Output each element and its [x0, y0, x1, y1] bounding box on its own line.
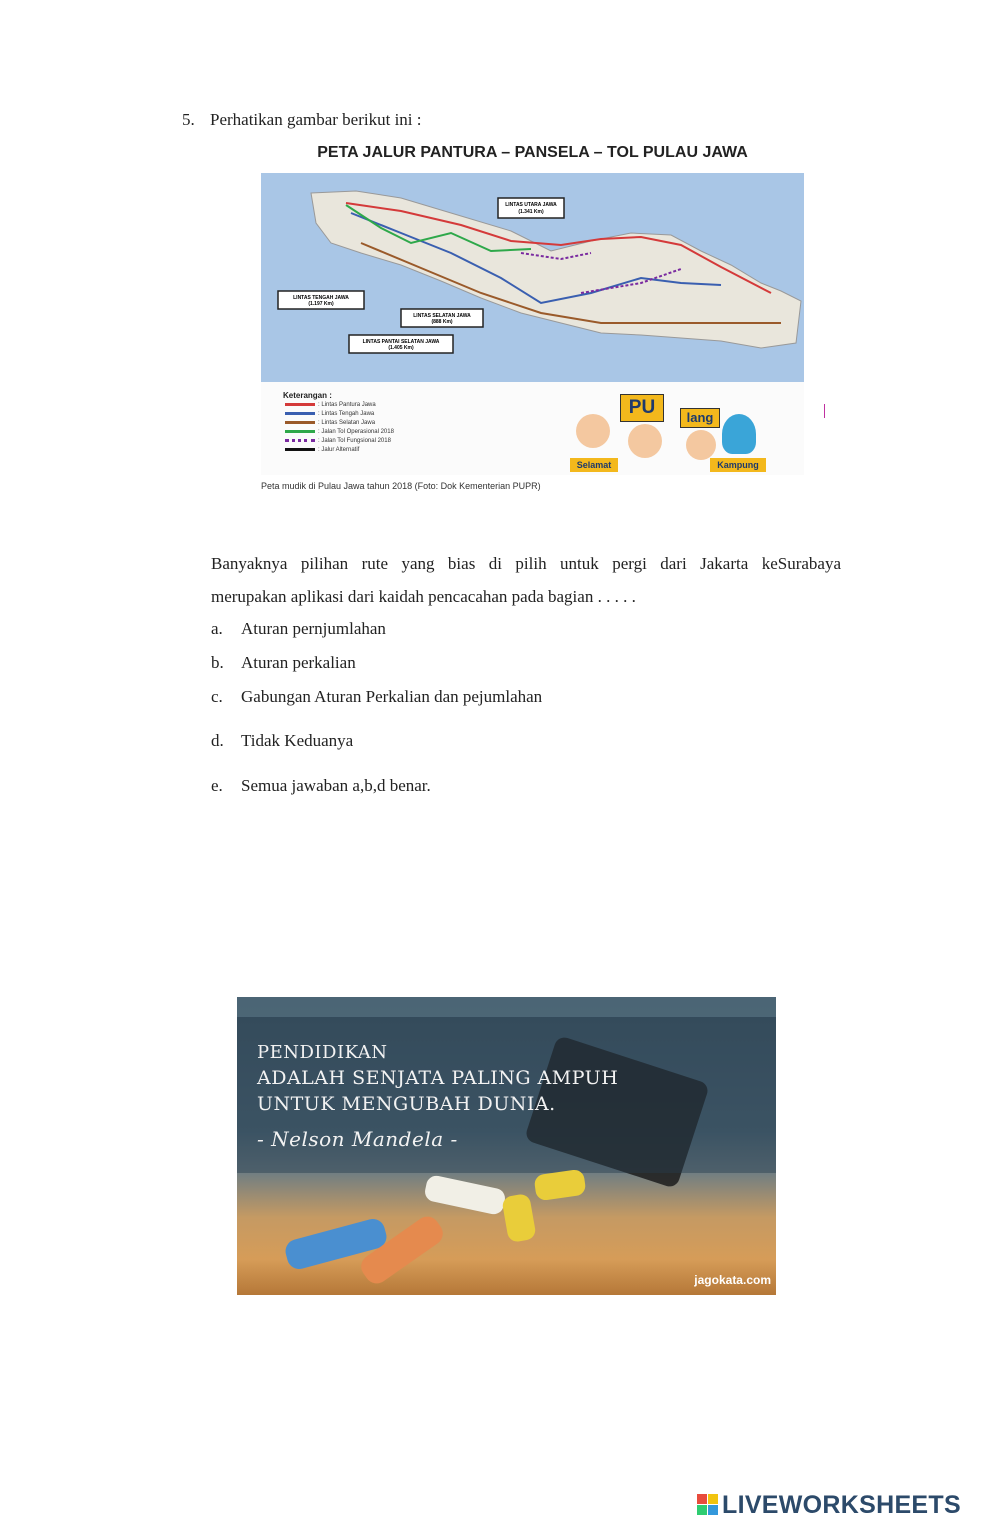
box-lintas-utara-km: (1.341 Km) [518, 209, 544, 215]
pu-logo-right: Kampung [710, 458, 766, 472]
quote-author: - Nelson Mandela - [257, 1127, 458, 1151]
option-e[interactable] [211, 776, 431, 796]
legend-label: : Lintas Pantura Jawa [318, 402, 376, 408]
liveworksheets-logo-icon [697, 1494, 719, 1516]
legend-label: : Jalan Tol Fungsional 2018 [318, 438, 391, 444]
legend-item [285, 438, 391, 444]
box-lintas-utara [498, 198, 564, 218]
brand-text: LIVEWORKSHEETS [722, 1491, 961, 1519]
map-caption: Peta mudik di Pulau Jawa tahun 2018 (Foto: Dok Kementerian PUPR) [261, 481, 541, 491]
character-right-icon [686, 430, 716, 460]
quote-line-2: ADALAH SENJATA PALING AMPUH [257, 1067, 619, 1089]
legend-label: : Lintas Tengah Jawa [318, 411, 375, 417]
option-a[interactable] [211, 619, 386, 639]
quote-line-1: PENDIDIKAN [257, 1042, 388, 1063]
box-lintas-utara-label: LINTAS UTARA JAWA [505, 202, 557, 208]
pu-logo-text: PU [620, 394, 664, 422]
stem-line-1: Banyaknya pilihan rute yang bias di pilih untuk pergi dari Jakarta keSurabaya [211, 554, 841, 573]
legend-item [285, 411, 374, 417]
chalk-yellow-small [533, 1169, 586, 1202]
character-center-icon [628, 424, 662, 458]
legend-swatch [285, 430, 315, 433]
quote-watermark: jagokata.com [694, 1273, 771, 1287]
legend-item [285, 402, 376, 408]
magenta-tick [824, 404, 825, 418]
option-letter: a. [211, 619, 223, 638]
box-lintas-tengah-label: LINTAS TENGAH JAWA [293, 295, 349, 301]
box-lintas-selatan-km: (888 Km) [431, 319, 453, 325]
box-lintas-pantai-km: (1.405 Km) [388, 345, 414, 351]
question-number: 5. [182, 110, 195, 129]
character-hijab-icon [722, 414, 756, 454]
option-b[interactable] [211, 653, 356, 673]
option-text: Aturan perkalian [241, 653, 356, 672]
java-island-map [261, 173, 804, 382]
character-left-icon [576, 414, 610, 448]
quote-image [237, 997, 776, 1295]
legend-swatch [285, 439, 315, 442]
box-lintas-pantai-label: LINTAS PANTAI SELATAN JAWA [362, 339, 440, 345]
question-stem [211, 547, 841, 613]
legend-swatch [285, 421, 315, 424]
box-lintas-tengah-km: (1.197 Km) [308, 301, 334, 307]
pu-logo-left: Selamat [570, 458, 618, 472]
option-text: Tidak Keduanya [241, 731, 354, 750]
option-letter: b. [211, 653, 224, 672]
stem-line-2: merupakan aplikasi dari kaidah pencacahan pada bagian . . . . . [211, 587, 636, 606]
legend-item [285, 447, 359, 453]
option-c[interactable] [211, 687, 542, 707]
map-title: PETA JALUR PANTURA – PANSELA – TOL PULAU JAWA [317, 144, 748, 161]
legend-item [285, 420, 375, 426]
question-intro-text: Perhatikan gambar berikut ini : [210, 110, 422, 129]
legend-swatch [285, 448, 315, 451]
box-lintas-selatan-label: LINTAS SELATAN JAWA [413, 313, 471, 319]
legend-swatch [285, 403, 315, 406]
option-text: Gabungan Aturan Perkalian dan pejumlahan [241, 687, 543, 706]
option-letter: c. [211, 687, 223, 706]
legend-title: Keterangan : [283, 391, 332, 400]
legend-label: : Jalan Tol Operasional 2018 [318, 429, 394, 435]
pu-logo [570, 392, 780, 474]
chalk-pieces [237, 997, 776, 1295]
question-intro [182, 110, 422, 130]
option-letter: e. [211, 776, 223, 795]
legend-label: : Lintas Selatan Jawa [318, 420, 376, 426]
option-text: Semua jawaban a,b,d benar. [241, 776, 431, 795]
chalk-white [423, 1174, 507, 1216]
legend-swatch [285, 412, 315, 415]
liveworksheets-brand[interactable] [697, 1491, 961, 1520]
pu-logo-sub: lang [680, 408, 720, 428]
chalk-yellow [501, 1193, 537, 1243]
option-d[interactable] [211, 731, 353, 751]
option-text: Aturan pernjumlahan [241, 619, 386, 638]
legend-label: : Jalur Alternatif [318, 447, 360, 453]
legend-item [285, 429, 394, 435]
option-letter: d. [211, 731, 224, 750]
quote-line-3: UNTUK MENGUBAH DUNIA. [257, 1093, 556, 1115]
